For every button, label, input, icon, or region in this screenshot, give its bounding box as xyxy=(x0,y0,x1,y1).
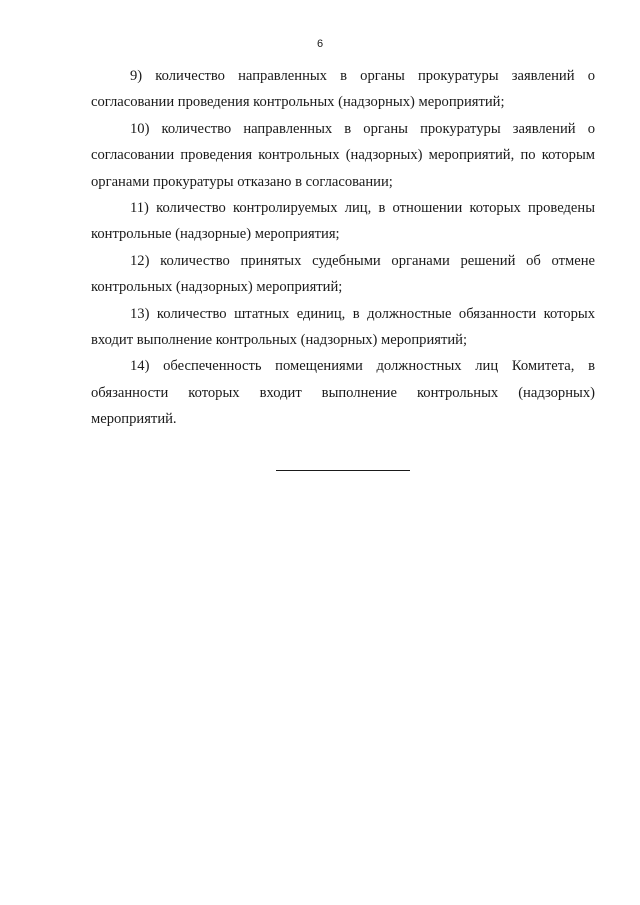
list-item-10: 10) количество направленных в органы прокуратуры заявлений о согласовании проведения контрольных (надзорных) мероприятий, по которым органами прокуратуры отказано в согласовании; xyxy=(91,120,595,190)
end-of-document-line xyxy=(276,470,410,471)
list-item-14: 14) обеспеченность помещениями должностных лиц Комитета, в обязанности которых входит выполнение контрольных (надзорных) мероприятий. xyxy=(91,358,595,428)
list-item-11: 11) количество контролируемых лиц, в отношении которых проведены контрольные (надзорные) мероприятия; xyxy=(91,200,595,243)
document-body xyxy=(91,63,595,433)
list-item-13: 13) количество штатных единиц, в должностные обязанности которых входит выполнение контрольных (надзорных) мероприятий; xyxy=(91,305,595,349)
page-number: 6 xyxy=(316,38,324,50)
list-item-9: 9) количество направленных в органы прокуратуры заявлений о согласовании проведения контрольных (надзорных) мероприятий; xyxy=(91,68,595,111)
list-item-12: 12) количество принятых судебными органами решений об отмене контрольных (надзорных) мероприятий; xyxy=(91,252,595,296)
